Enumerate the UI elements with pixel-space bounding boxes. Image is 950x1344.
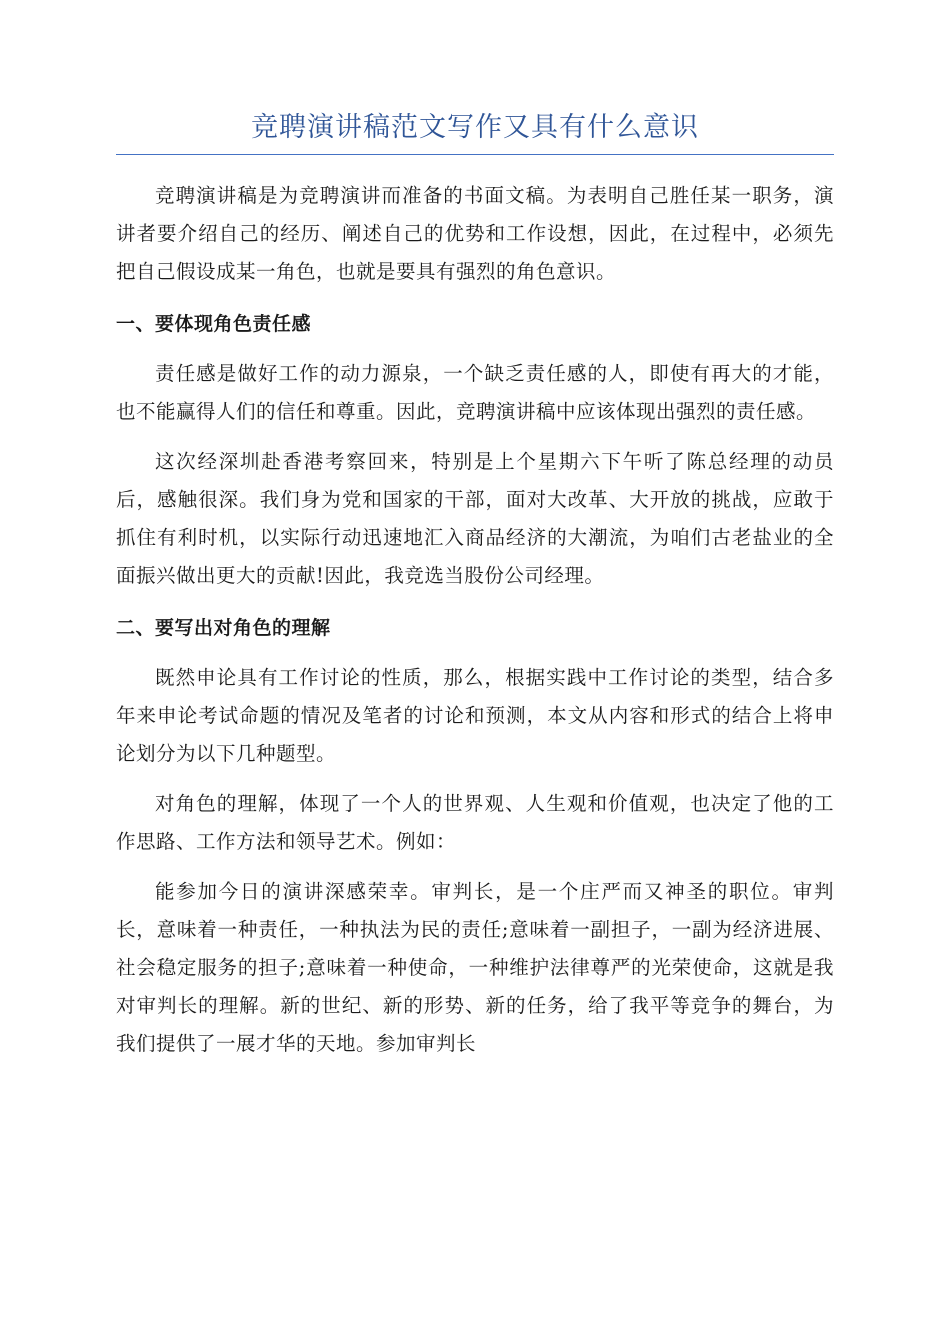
section-heading-2: 二、要写出对角色的理解: [116, 617, 331, 639]
section-2-paragraph-2: 对角色的理解，体现了一个人的世界观、人生观和价值观，也决定了他的工作思路、工作方法和领导艺术。例如：: [116, 792, 834, 853]
intro-paragraph: 竞聘演讲稿是为竞聘演讲而准备的书面文稿。为表明自己胜任某一职务，演讲者要介绍自己的经历、阐述自己的优势和工作设想，因此，在过程中，必须先把自己假设成某一角色，也就是要具有强烈的角色意识。: [116, 184, 834, 283]
document-title: 竞聘演讲稿范文写作又具有什么意识: [251, 112, 699, 143]
section-1-paragraph-1: 责任感是做好工作的动力源泉，一个缺乏责任感的人，即使有再大的才能，也不能赢得人们的信任和尊重。因此，竞聘演讲稿中应该体现出强烈的责任感。: [116, 362, 834, 423]
section-2-paragraph-1: 既然申论具有工作讨论的性质，那么，根据实践中工作讨论的类型，结合多年来申论考试命题的情况及笔者的讨论和预测，本文从内容和形式的结合上将申论划分为以下几种题型。: [116, 666, 834, 765]
title-underline: [116, 154, 834, 155]
document-page: [116, 108, 834, 1075]
section-1-paragraph-2: 这次经深圳赴香港考察回来，特别是上个星期六下午听了陈总经理的动员后，感触很深。我们身为党和国家的干部，面对大改革、大开放的挑战，应敢于抓住有利时机，以实际行动迅速地汇入商品经济的大潮流，为咱们古老盐业的全面振兴做出更大的贡献!因此，我竞选当股份公司经理。: [116, 450, 834, 587]
section-heading-1: 一、要体现角色责任感: [116, 313, 312, 335]
section-2-paragraph-3: 能参加今日的演讲深感荣幸。审判长，是一个庄严而又神圣的职位。审判长，意味着一种责任，一种执法为民的责任;意味着一副担子，一副为经济进展、社会稳定服务的担子;意味着一种使命，一种维护法律尊严的光荣使命，这就是我对审判长的理解。新的世纪、新的形势、新的任务，给了我平等竞争的舞台，为我们提供了一展才华的天地。参加审判长: [116, 880, 834, 1055]
